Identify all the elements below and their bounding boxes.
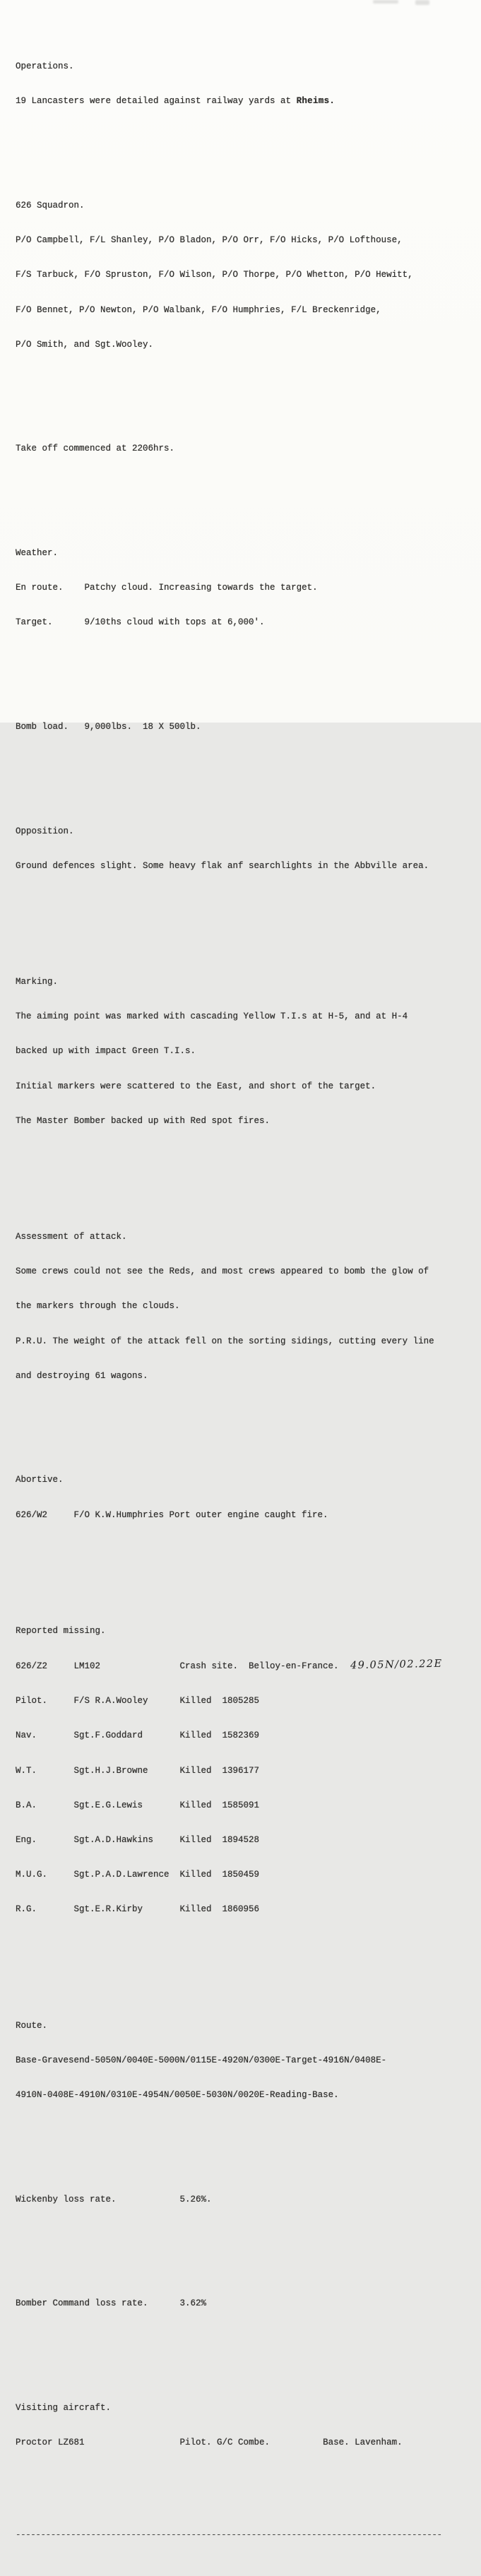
section-weather (16, 524, 474, 651)
missing-crew-row (16, 1730, 474, 1741)
crew-service-number: 1860956 (222, 1904, 260, 1915)
marking-line: Initial markers were scattered to the East, and short of the target. (16, 1081, 376, 1091)
weather-value: Patchy cloud. Increasing towards the target. (84, 583, 318, 593)
section-abortive (16, 1452, 474, 1544)
crew-status: Killed (179, 1904, 212, 1915)
weather-row (16, 582, 474, 593)
bomb-load-row (16, 721, 474, 732)
takeoff-line: Take off commenced at 2206hrs. (16, 444, 175, 454)
crew-service-number: 1850459 (222, 1870, 260, 1880)
crew-service-number: 1805285 (222, 1696, 260, 1707)
weather-value: 9/10ths cloud with tops at 6,000'. (84, 617, 265, 628)
crew-status: Killed (179, 1800, 212, 1810)
assessment-line: and destroying 61 wagons. (16, 1370, 148, 1381)
crew-service-number: 1894528 (222, 1835, 260, 1846)
crew-name: F/S R.A.Wooley (73, 1696, 148, 1707)
crew-name: Sgt.E.G.Lewis (73, 1800, 143, 1810)
section-bomb-load (16, 698, 474, 756)
crew-status: Killed (179, 1765, 212, 1776)
crew-service-number: 1585091 (222, 1800, 260, 1810)
abortive-heading: Abortive. (16, 1475, 64, 1485)
document-content (16, 3, 474, 2576)
crew-role: W.T. (16, 1765, 37, 1776)
visiting-pilot: Pilot. G/C Combe. (179, 2438, 271, 2448)
route-line: 4910N-0408E-4910N/0310E-4954N/0050E-5030N/0020E-Reading-Base. (16, 2089, 339, 2100)
weather-label: Target. (16, 617, 53, 628)
crew-service-number: 1582369 (222, 1731, 260, 1741)
missing-crew-row (16, 1869, 474, 1880)
operations-text: 19 Lancasters were detailed against railway yards at (16, 96, 297, 107)
weather-heading: Weather. (16, 548, 59, 559)
crew-role: Eng. (16, 1835, 37, 1846)
visiting-base: Base. Lavenham. (323, 2438, 403, 2448)
crew-role: Nav. (16, 1731, 37, 1741)
crew-role: R.G. (16, 1904, 37, 1915)
crew-name: Sgt.E.R.Kirby (73, 1904, 143, 1915)
weather-row (16, 617, 474, 628)
section-marking (16, 953, 474, 1150)
assessment-heading: Assessment of attack. (16, 1231, 127, 1242)
crew-name: Sgt.H.J.Browne (73, 1765, 148, 1776)
squadron-crew-line: P/O Campbell, F/L Shanley, P/O Bladon, P/O Orr, F/O Hicks, P/O Lofthouse, (16, 235, 403, 246)
crew-service-number: 1396177 (222, 1765, 260, 1776)
visiting-aircraft-id: Proctor LZ681 (16, 2438, 85, 2448)
squadron-heading: 626 Squadron. (16, 200, 85, 210)
crew-role: Pilot. (16, 1696, 48, 1707)
missing-aircraft-code: 626/Z2 (16, 1661, 48, 1671)
missing-crew-row (16, 1834, 474, 1846)
assessment-line: P.R.U. The weight of the attack fell on the sorting sidings, cutting every line (16, 1336, 434, 1346)
abortive-detail: F/O K.W.Humphries Port outer engine caught fire. (73, 1509, 328, 1520)
section-reported-missing (16, 1602, 474, 1939)
section-bomber-command-loss-rate (16, 2274, 474, 2332)
squadron-crew-line: F/O Bennet, P/O Newton, P/O Walbank, F/O Humphries, F/L Breckenridge, (16, 304, 381, 315)
operations-line (16, 95, 474, 107)
section-operations (16, 37, 474, 130)
crew-name: Sgt.A.D.Hawkins (73, 1835, 154, 1846)
missing-crash-site: Crash site. Belloy-en-France. (179, 1661, 339, 1671)
loss-rate-row (16, 2194, 474, 2205)
assessment-line: Some crews could not see the Reds, and most crews appeared to bomb the glow of (16, 1266, 429, 1277)
section-wickenby-loss-rate (16, 2171, 474, 2228)
crew-status: Killed (179, 1835, 212, 1846)
opposition-line: Ground defences slight. Some heavy flak anf searchlights in the Abbville area. (16, 860, 429, 871)
missing-crew-row (16, 1765, 474, 1776)
assessment-line: the markers through the clouds. (16, 1301, 180, 1312)
missing-aircraft-row (16, 1660, 474, 1672)
crew-name: Sgt.P.A.D.Lawrence (73, 1870, 170, 1880)
section-assessment (16, 1208, 474, 1405)
missing-crew-row (16, 1904, 474, 1915)
section-visiting-aircraft (16, 2379, 474, 2471)
loss-rate-label: Wickenby loss rate. (16, 2194, 117, 2204)
separator-line: ------------------------------------------------------------------------------------- (16, 2530, 442, 2541)
loss-rate-value: 5.26%. (179, 2194, 212, 2204)
crew-name: Sgt.F.Goddard (73, 1731, 143, 1741)
handwritten-coordinates: 49.05N/02.22E (350, 1658, 443, 1672)
marking-line: The aiming point was marked with cascading Yellow T.I.s at H-5, and at H-4 (16, 1011, 408, 1022)
visiting-row (16, 2437, 474, 2448)
loss-rate-label: Bomber Command loss rate. (16, 2298, 148, 2309)
crew-role: M.U.G. (16, 1870, 48, 1880)
crew-status: Killed (179, 1870, 212, 1880)
section-squadron (16, 177, 474, 374)
marking-line: backed up with impact Green T.I.s. (16, 1046, 196, 1057)
weather-label: En route. (16, 583, 64, 593)
crew-status: Killed (179, 1731, 212, 1741)
section-takeoff (16, 420, 474, 478)
abortive-row (16, 1509, 474, 1521)
squadron-crew-line: F/S Tarbuck, F/O Spruston, F/O Wilson, P/O Thorpe, P/O Whetton, P/O Hewitt, (16, 270, 413, 280)
operations-heading: Operations. (16, 61, 74, 72)
visiting-heading: Visiting aircraft. (16, 2402, 112, 2413)
squadron-crew-line: P/O Smith, and Sgt.Wooley. (16, 339, 154, 350)
missing-aircraft-serial: LM102 (73, 1661, 101, 1671)
route-line: Base-Gravesend-5050N/0040E-5000N/0115E-4920N/0300E-Target-4916N/0408E- (16, 2055, 387, 2065)
route-heading: Route. (16, 2020, 48, 2031)
operations-target-name: Rheims. (296, 96, 335, 107)
opposition-heading: Opposition. (16, 826, 74, 836)
missing-crew-row (16, 1800, 474, 1811)
missing-crew-row (16, 1695, 474, 1707)
crew-role: B.A. (16, 1800, 37, 1810)
marking-heading: Marking. (16, 977, 59, 987)
abortive-aircraft-code: 626/W2 (16, 1509, 48, 1520)
marking-line: The Master Bomber backed up with Red spot fires. (16, 1115, 271, 1126)
loss-rate-value: 3.62% (179, 2298, 207, 2309)
crew-status: Killed (179, 1696, 212, 1707)
section-opposition (16, 802, 474, 895)
loss-rate-row (16, 2298, 474, 2309)
bomb-load-label: Bomb load. (16, 722, 69, 732)
section-route (16, 1997, 474, 2124)
bomb-load-value: 9,000lbs. 18 X 500lb. (84, 722, 201, 732)
missing-heading: Reported missing. (16, 1625, 106, 1636)
